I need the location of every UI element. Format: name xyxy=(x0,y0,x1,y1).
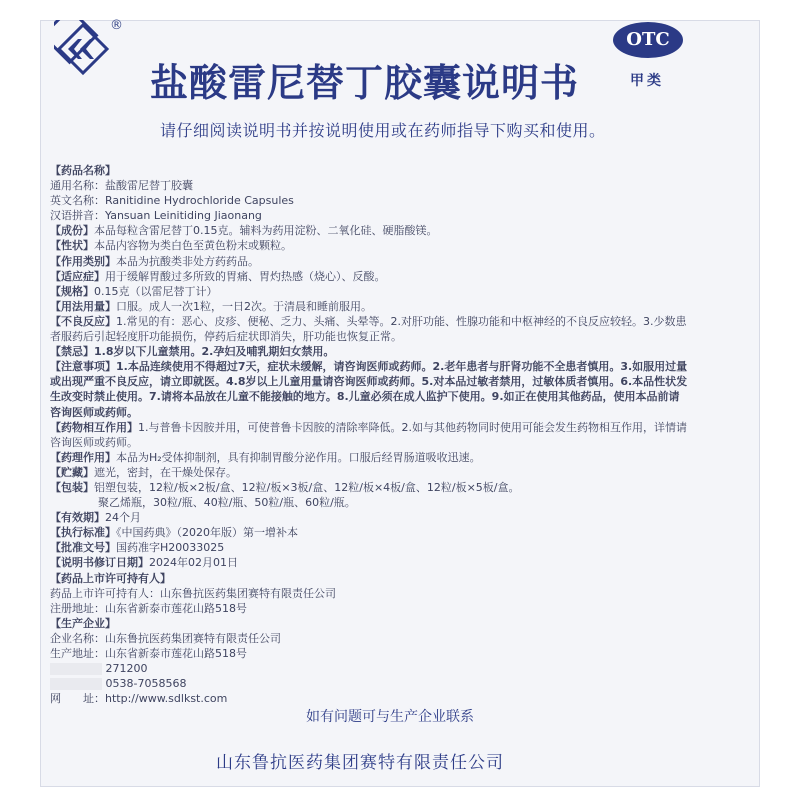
generic-name: 通用名称：盐酸雷尼替丁胶囊 xyxy=(50,179,193,193)
indication-heading: 【适应症】 xyxy=(50,269,105,283)
pharmacology-section xyxy=(50,450,690,465)
standard-text: 《中国药典》（2020年版）第一增补本 xyxy=(116,526,298,540)
standard-heading: 【执行标准】 xyxy=(50,526,116,540)
adverse-section xyxy=(50,314,690,344)
contraindication-heading: 【禁忌】 xyxy=(50,345,94,359)
caution-heading: 【注意事项】 xyxy=(50,360,116,374)
validity-text: 24个月 xyxy=(105,511,141,525)
interaction-text: 1.与普鲁卡因胺并用，可使普鲁卡因胺的清除率降低。2.如与其他药物同时使用可能会发生药物相互作用，详情请咨询医师或药师。 xyxy=(50,420,687,449)
indication-section xyxy=(50,269,690,284)
spec-text: 0.15克（以雷尼替丁计） xyxy=(94,284,218,298)
company-logo-icon xyxy=(54,20,112,78)
standard-section xyxy=(50,525,690,540)
leaflet-body xyxy=(50,163,690,706)
category-heading: 【作用类别】 xyxy=(50,254,116,268)
category-text: 本品为抗酸类非处方药药品。 xyxy=(116,254,259,268)
manufacturer-address: 生产地址：山东省新泰市莲花山路518号 xyxy=(50,647,247,660)
footer-manufacturer: 山东鲁抗医药集团赛特有限责任公司 xyxy=(216,753,504,773)
contraindication-section xyxy=(50,344,690,359)
package-line-1: 铝塑包装，12粒/板×2板/盒、12粒/板×3板/盒、12粒/板×4板/盒、12粒/板×5板/盒。 xyxy=(94,480,520,494)
approval-section xyxy=(50,540,690,555)
package-heading: 【包装】 xyxy=(50,480,94,494)
interaction-heading: 【药物相互作用】 xyxy=(50,420,138,434)
otc-class-label: 甲类 xyxy=(630,73,664,89)
indication-text: 用于缓解胃酸过多所致的胃痛、胃灼热感（烧心）、反酸。 xyxy=(105,269,386,283)
phone-row xyxy=(50,676,690,691)
composition-heading: 【成份】 xyxy=(50,224,94,238)
pinyin-name: 汉语拼音：Yansuan Leinitiding Jiaonang xyxy=(50,209,262,223)
approval-text: 国药准字H20033025 xyxy=(116,541,225,555)
storage-heading: 【贮藏】 xyxy=(50,465,94,479)
revision-heading: 【说明书修订日期】 xyxy=(50,556,149,570)
registered-mark: ® xyxy=(110,18,123,33)
contact-note: 如有问题可与生产企业联系 xyxy=(306,709,474,725)
interaction-section xyxy=(50,420,690,450)
otc-badge: OTC xyxy=(613,22,683,58)
revision-text: 2024年02月01日 xyxy=(149,556,238,570)
redacted-label xyxy=(50,678,102,690)
validity-section xyxy=(50,510,690,525)
page-title: 盐酸雷尼替丁胶囊说明书 xyxy=(150,61,580,105)
postcode-row xyxy=(50,661,690,676)
revision-section xyxy=(50,555,690,570)
drug-name-heading: 【药品名称】 xyxy=(50,164,116,177)
caution-section xyxy=(50,359,690,419)
pharmacology-heading: 【药理作用】 xyxy=(50,450,116,464)
holder-address: 注册地址：山东省新泰市莲花山路518号 xyxy=(50,601,247,615)
usage-heading: 【用法用量】 xyxy=(50,299,116,313)
composition-section xyxy=(50,223,690,238)
package-section xyxy=(50,480,690,495)
category-section xyxy=(50,254,690,269)
usage-text: 口服。成人一次1粒，一日2次。于清晨和睡前服用。 xyxy=(116,299,372,313)
properties-text: 本品内容物为类白色至黄色粉末或颗粒。 xyxy=(94,239,292,253)
website: 网 址：http://www.sdlkst.com xyxy=(50,692,228,706)
phone-number: 0538-7058568 xyxy=(105,677,187,691)
storage-text: 遮光，密封，在干燥处保存。 xyxy=(94,465,237,479)
spec-section xyxy=(50,284,690,299)
usage-section xyxy=(50,299,690,314)
composition-text: 本品每粒含雷尼替丁0.15克。辅料为药用淀粉、二氧化硅、硬脂酸镁。 xyxy=(94,224,438,238)
caution-text: 1.本品连续使用不得超过7天，症状未缓解，请咨询医师或药师。2.老年患者与肝肾功能不全患者慎用。3.如服用过量或出现严重不良反应，请立即就医。4.8岁以上儿童用量请咨询医师或药师。5.对本品过敏者禁用，过敏体质者慎用。6.本品性状发生改变时禁止使用。7.请将本品放在儿童不能接触的地方。8.儿童必须在成人监护下使用。9.如正在使用其他药品，使用本品前请咨询医师或药师。 xyxy=(50,360,688,419)
properties-heading: 【性状】 xyxy=(50,239,94,253)
usage-advice: 请仔细阅读说明书并按说明使用或在药师指导下购买和使用。 xyxy=(160,121,606,140)
holder-heading: 【药品上市许可持有人】 xyxy=(50,571,171,585)
package-line-2: 聚乙烯瓶，30粒/瓶、40粒/瓶、50粒/瓶、60粒/瓶。 xyxy=(98,496,356,510)
manufacturer-heading: 【生产企业】 xyxy=(50,616,116,630)
properties-section xyxy=(50,238,690,253)
adverse-heading: 【不良反应】 xyxy=(50,314,116,328)
spec-heading: 【规格】 xyxy=(50,284,94,298)
adverse-text: 1.常见的有：恶心、皮疹、便秘、乏力、头痛、头晕等。2.对肝功能、性腺功能和中枢神经的不良反应较轻。3.少数患者服药后引起轻度肝功能损伤，停药后症状即消失，肝功能也恢复正常。 xyxy=(50,314,687,344)
storage-section xyxy=(50,465,690,480)
holder-name: 药品上市许可持有人：山东鲁抗医药集团赛特有限责任公司 xyxy=(50,586,336,600)
redacted-label xyxy=(50,663,102,675)
validity-heading: 【有效期】 xyxy=(50,511,105,525)
pharmacology-text: 本品为H₂受体抑制剂，具有抑制胃酸分泌作用。口服后经胃肠道吸收迅速。 xyxy=(116,450,481,464)
english-name: 英文名称：Ranitidine Hydrochloride Capsules xyxy=(50,194,294,208)
contraindication-text: 1.8岁以下儿童禁用。2.孕妇及哺乳期妇女禁用。 xyxy=(94,345,335,359)
approval-heading: 【批准文号】 xyxy=(50,541,116,555)
postcode: 271200 xyxy=(105,662,148,676)
manufacturer-name: 企业名称：山东鲁抗医药集团赛特有限责任公司 xyxy=(50,631,281,645)
